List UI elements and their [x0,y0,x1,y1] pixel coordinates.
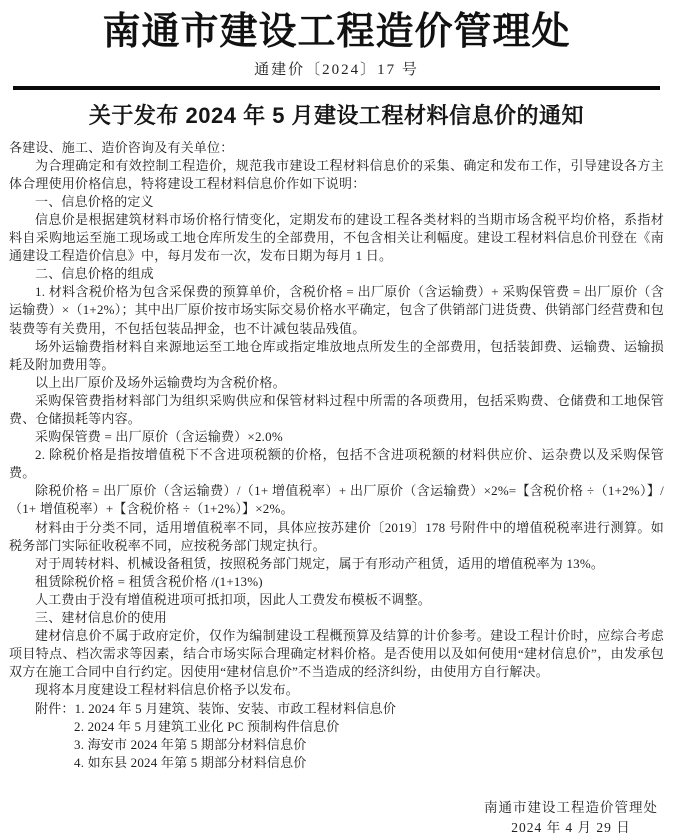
paragraph: 2. 除税价格是指按增值税下不含进项税额的价格，包括不含进项税额的材料供应价、运杂费以及采购保管费。 [9,447,664,481]
attachments-first-row [9,700,664,718]
attachment-item: 1. 2024 年 5 月建筑、装饰、安装、市政工程材料信息价 [74,700,397,716]
paragraph: 材料由于分类不同，适用增值税率不同，具体应按苏建价〔2019〕178 号附件中的增值税税率进行测算。如税务部门实际征收税率不同，应按税务部门规定执行。 [9,519,664,553]
formula-line: 采购保管费 = 出厂原价（含运输费）×2.0% [35,429,283,445]
paragraph: 人工费由于没有增值税进项可抵扣项，因此人工费发布模板不调整。 [35,591,432,607]
notice-body [9,139,664,772]
paragraph: 现将本月度建设工程材料信息价格予以发布。 [35,682,300,698]
formula-line: 除税价格 = 出厂原价（含运输费）/（1+ 增值税率）+ 出厂原价（含运输费）×2%=【含税价格 ÷（1+2%）】/（1+ 增值税率）+【含税价格 ÷（1+2%）】×2%。 [9,483,664,517]
signature-org: 南通市建设工程造价管理处 [484,799,658,815]
attachment-item: 3. 海安市 2024 年第 5 期部分材料信息价 [74,736,307,752]
salutation: 各建设、施工、造价咨询及有关单位： [9,139,234,155]
signature-block [9,798,664,838]
paragraph: 信息价是根据建筑材料市场价格行情变化，定期发布的建设工程各类材料的当期市场含税平均价格，系指材料自采购地运至施工现场或工地仓库所发生的全部费用，不包含相关让利幅度。建设工程材料信息价刊登在《南通建设工程造价信息》中，每月发布一次，发布日期为每月 1 日。 [9,211,664,264]
notice-title: 关于发布 2024 年 5 月建设工程材料信息价的通知 [88,102,585,128]
paragraph: 场外运输费指材料自来源地运至工地仓库或指定堆放地点所发生的全部费用，包括装卸费、运输费、运输损耗及附加费用等。 [9,338,664,372]
section-heading-3: 三、建材信息价的使用 [35,610,168,626]
paragraph: 采购保管费指材料部门为组织采购供应和保管材料过程中所需的各项费用，包括采购费、仓储费和工地保管费、仓储损耗等内容。 [9,392,664,426]
paragraph: 对于周转材料、机械设备租赁，按照税务部门规定，属于有形动产租赁，适用的增值税率为 13%。 [35,555,605,571]
attachment-item: 2. 2024 年 5 月建筑工业化 PC 预制构件信息价 [74,718,340,734]
section-heading-2: 二、信息价格的组成 [35,266,154,282]
paragraph: 1. 材料含税价格为包含采保费的预算单价，含税价格 = 出厂原价（含运输费）+ 采购保管费 = 出厂原价（含运输费）×（1+2%）；其中出厂原价按市场实际交易价格水平确定，包含了供销部门进货费、供销部门经营费和包装费等有关费用，不包括包装品押金，也不计减包装品残值。 [9,284,664,336]
formula-line: 租赁除税价格 = 租赁含税价格 /(1+13%) [35,573,263,589]
header-rule-divider [13,86,660,90]
paragraph: 建材信息价不属于政府定价，仅作为编制建设工程概预算及结算的计价参考。建设工程计价时，应综合考虑项目特点、档次需求等因素，结合市场实际合理确定材料价格。是否使用以及如何使用“建材信息价”，由发承包双方在施工合同中自行约定。因使用“建材信息价”不当造成的经济纠纷，由使用方自行解决。 [9,628,664,680]
section-heading-1: 一、信息价格的定义 [35,193,154,209]
paragraph-intro: 为合理确定和有效控制工程造价，规范我市建设工程材料信息价的采集、确定和发布工作，引导建设各方主体合理使用价格信息，特将建设工程材料信息价作如下说明： [9,157,664,191]
org-title: 南通市建设工程造价管理处 [102,11,571,53]
paragraph: 以上出厂原价及场外运输费均为含税价格。 [35,374,286,390]
attachments-label: 附件： [35,700,75,716]
doc-number: 通建价〔2024〕17 号 [254,61,419,78]
signature-date: 2024 年 4 月 29 日 [511,819,631,835]
attachment-item: 4. 如东县 2024 年第 5 期部分材料信息价 [74,754,307,770]
